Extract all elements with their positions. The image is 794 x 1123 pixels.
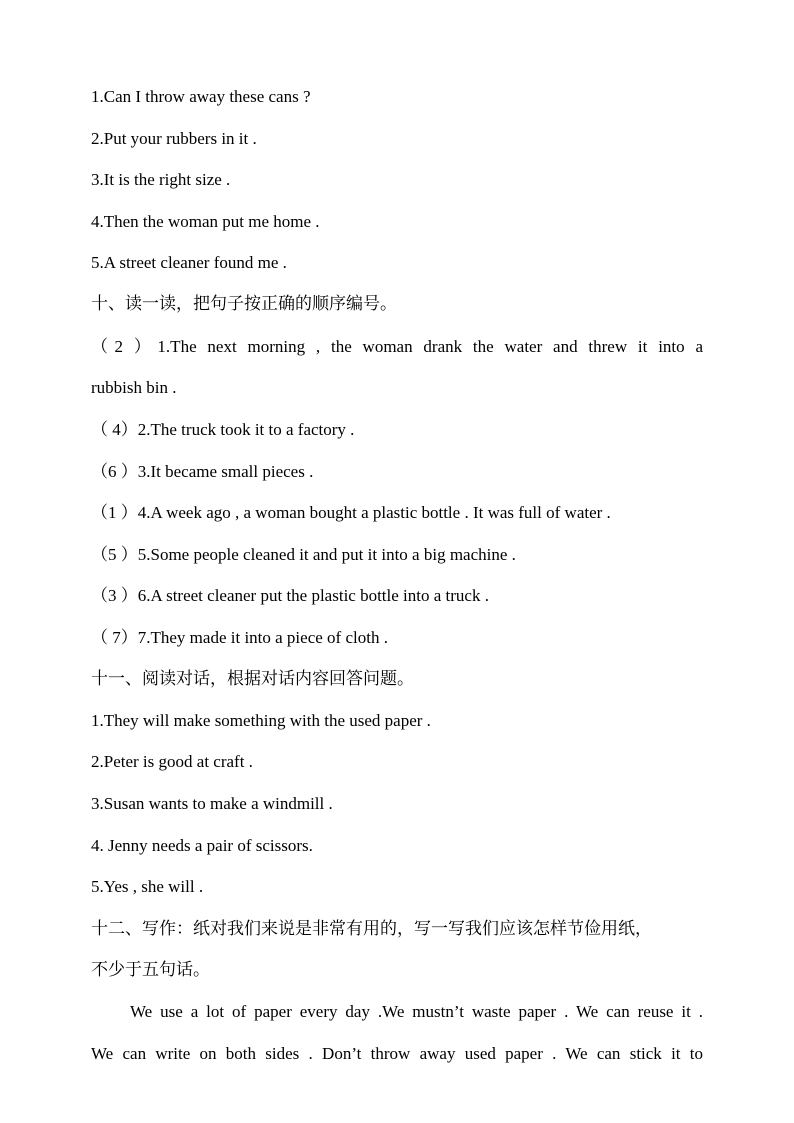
ordering-item: （6 ）3.It became small pieces . xyxy=(91,462,314,481)
answer-line: 4. Jenny needs a pair of scissors. xyxy=(91,836,313,855)
section-heading: 十、读一读，把句子按正确的顺序编号。 xyxy=(91,294,397,313)
answer-line: 5.A street cleaner found me . xyxy=(91,253,287,272)
ordering-item: （2 ）1.The next morning , the woman drank the water and threw it into a xyxy=(91,337,703,356)
essay-line: We use a lot of paper every day .We mustn’t waste paper . We can reuse it . xyxy=(130,1002,703,1021)
ordering-item: （ 7）7.They made it into a piece of cloth . xyxy=(91,628,388,647)
answer-line: 2.Peter is good at craft . xyxy=(91,752,253,771)
section-heading: 十二、写作：纸对我们来说是非常有用的，写一写我们应该怎样节俭用纸， xyxy=(91,919,652,938)
essay-line: We can write on both sides . Don’t throw away used paper . We can stick it to xyxy=(91,1044,703,1063)
answer-line: 3.Susan wants to make a windmill . xyxy=(91,794,333,813)
answer-line: 5.Yes , she will . xyxy=(91,877,204,896)
answer-line: 1.Can I throw away these cans ? xyxy=(91,87,311,106)
section-heading: 十一、阅读对话，根据对话内容回答问题。 xyxy=(91,669,414,688)
ordering-item: （3 ）6.A street cleaner put the plastic bottle into a truck . xyxy=(91,586,489,605)
section-heading-continuation: 不少于五句话。 xyxy=(91,960,210,979)
ordering-item-continuation: rubbish bin . xyxy=(91,378,177,397)
answer-line: 3.It is the right size . xyxy=(91,170,231,189)
answer-line: 4.Then the woman put me home . xyxy=(91,212,320,231)
answer-line: 1.They will make something with the used paper . xyxy=(91,711,431,730)
ordering-item: （5 ）5.Some people cleaned it and put it into a big machine . xyxy=(91,545,516,564)
ordering-item: （ 4）2.The truck took it to a factory . xyxy=(91,420,355,439)
ordering-item: （1 ）4.A week ago , a woman bought a plastic bottle . It was full of water . xyxy=(91,503,611,522)
answer-line: 2.Put your rubbers in it . xyxy=(91,129,257,148)
